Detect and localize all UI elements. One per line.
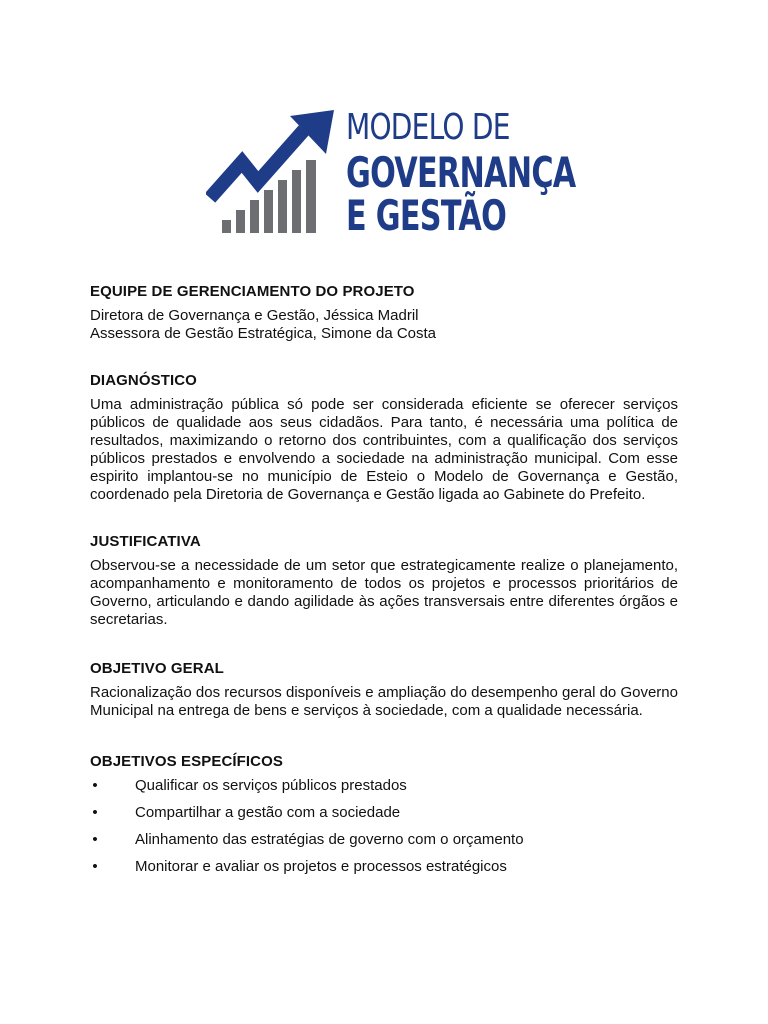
justificativa-section	[90, 532, 678, 629]
logo-bar	[250, 200, 259, 233]
logo-bar	[278, 180, 287, 233]
list-item	[90, 777, 678, 795]
justificativa-text: Observou-se a necessidade de um setor que estrategicamente realize o planejamento, acompanhamento e monitoramento de todos os projetos e processos prioritários de Governo, articulando e dando agilidade às ações transversais entre diferentes órgãos e secretarias.	[90, 557, 678, 628]
document-body	[90, 282, 678, 885]
logo-line-3: E GESTÃO	[346, 191, 507, 240]
diagnostico-section	[90, 371, 678, 504]
list-item	[90, 831, 678, 849]
list-item-text: Alinhamento das estratégias de governo com o orçamento	[135, 831, 524, 848]
logo-bar	[292, 170, 301, 233]
growth-arrow-icon	[206, 96, 346, 246]
team-member: Diretora de Governança e Gestão, Jéssica Madril	[90, 307, 419, 324]
logo-bar	[236, 210, 245, 233]
logo-arrow-line	[210, 130, 304, 198]
diagnostico-text: Uma administração pública só pode ser considerada eficiente se oferecer serviços públicos de qualidade aos seus cidadãos. Para tanto, é necessária uma política de resultados, maximizando o retorno dos contribuintes, com a qualificação dos serviços públicos prestados e envolvendo a sociedade na administração municipal. Com esse espirito implantou-se no município de Esteio o Modelo de Governança e Gestão, coordenado pela Diretoria de Governança e Gestão ligada ao Gabinete do Prefeito.	[90, 396, 678, 503]
list-item-text: Qualificar os serviços públicos prestados	[135, 777, 407, 794]
list-item	[90, 804, 678, 822]
bullet-icon: •	[92, 831, 98, 848]
logo-line-2: GOVERNANÇA	[346, 148, 576, 197]
justificativa-heading: JUSTIFICATIVA	[90, 533, 201, 550]
logo	[206, 96, 576, 246]
team-section	[90, 282, 678, 343]
objetivos-list	[90, 777, 678, 876]
bullet-icon: •	[92, 777, 98, 794]
logo-bar	[222, 220, 231, 233]
logo-bar	[306, 160, 316, 233]
bullet-icon: •	[92, 858, 98, 875]
logo-bar	[264, 190, 273, 233]
diagnostico-heading: DIAGNÓSTICO	[90, 372, 197, 389]
team-member: Assessora de Gestão Estratégica, Simone da Costa	[90, 325, 437, 342]
list-item	[90, 858, 678, 876]
objetivo-geral-section	[90, 659, 678, 720]
objetivos-especificos-heading: OBJETIVOS ESPECÍFICOS	[90, 753, 283, 770]
team-heading: EQUIPE DE GERENCIAMENTO DO PROJETO	[90, 283, 415, 300]
list-item-text: Monitorar e avaliar os projetos e processos estratégicos	[135, 858, 507, 875]
list-item-text: Compartilhar a gestão com a sociedade	[135, 804, 401, 821]
objetivo-geral-heading: OBJETIVO GERAL	[90, 660, 224, 677]
logo-line-1: MODELO DE	[346, 107, 510, 148]
objetivos-especificos-section	[90, 752, 678, 876]
logo-wordmark	[346, 107, 665, 240]
objetivo-geral-text: Racionalização dos recursos disponíveis e ampliação do desempenho geral do Governo Municipal na entrega de bens e serviços à sociedade, com a qualidade necessária.	[90, 684, 678, 719]
bullet-icon: •	[92, 804, 98, 821]
